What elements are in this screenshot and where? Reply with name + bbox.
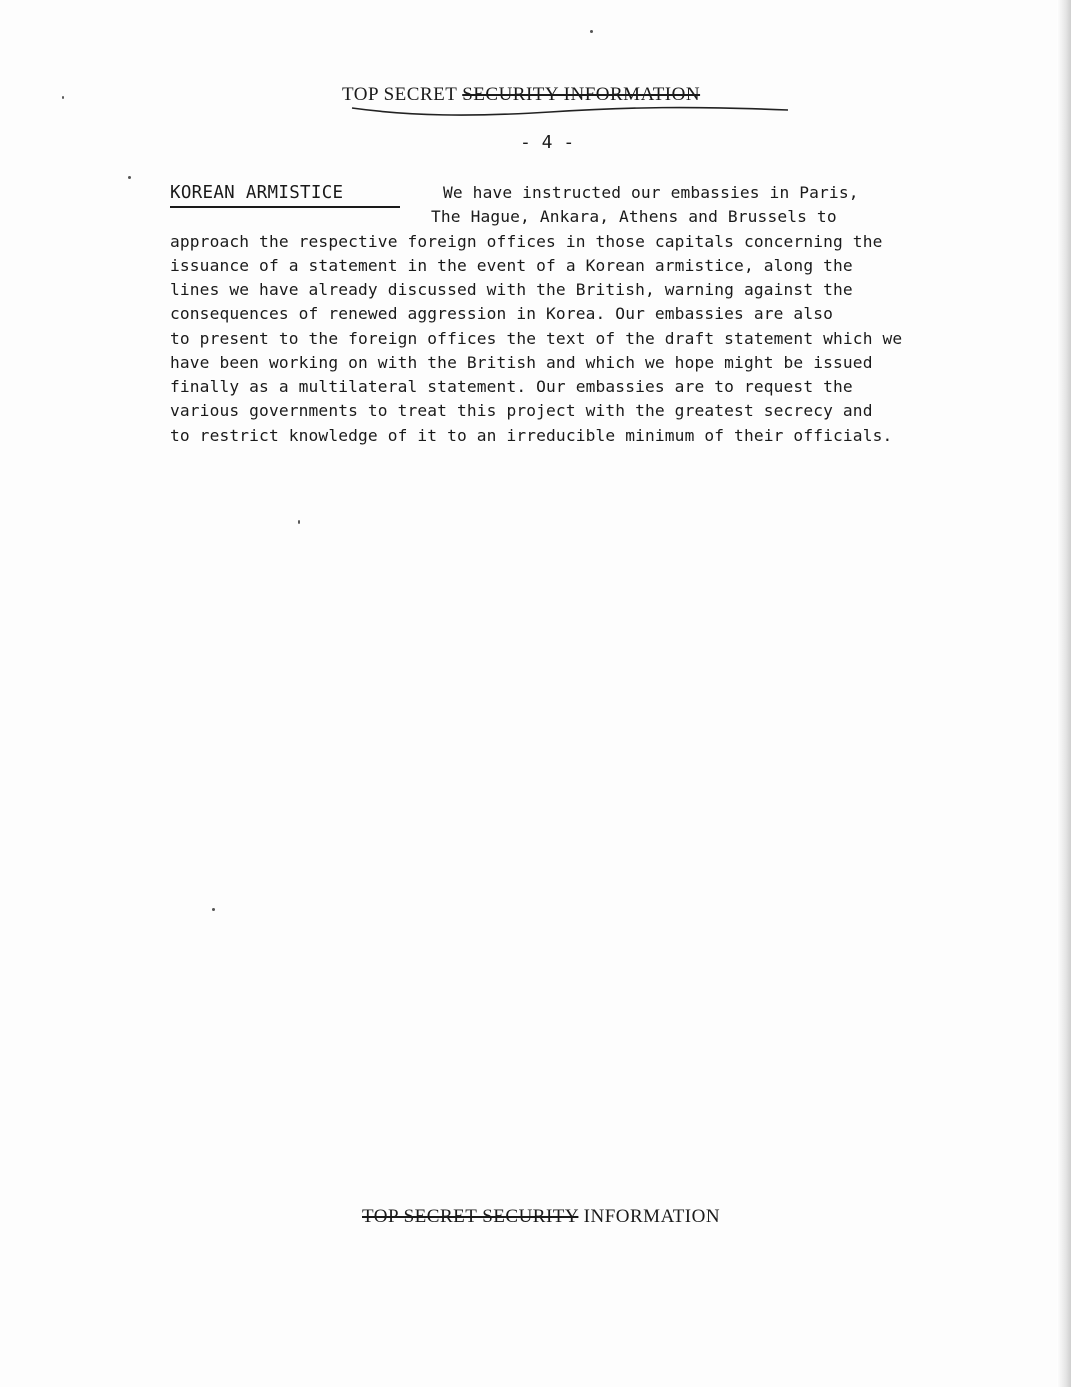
paper-speck [212,908,215,911]
body-line: finally as a multilateral statement. Our embassies are to request the [170,377,853,396]
header-classification-marking [342,84,700,106]
paper-speck [298,520,300,524]
section-heading-underline [170,206,400,208]
header-classification-struck: SECURITY INFORMATION [462,84,701,105]
body-line: to restrict knowledge of it to an irreducible minimum of their officials. [170,426,893,445]
header-handwritten-underline [350,104,790,118]
page-number: - 4 - [520,132,575,153]
body-line: consequences of renewed aggression in Korea. Our embassies are also [170,304,834,323]
paper-speck [62,96,64,99]
body-line: We have instructed our embassies in Paris, [443,183,859,202]
body-line: The Hague, Ankara, Athens and Brussels to [431,207,837,226]
body-line: to present to the foreign offices the text of the draft statement which we [170,329,903,348]
paper-speck [590,30,593,33]
section-heading: KOREAN ARMISTICE [170,183,344,203]
footer-classification-struck: TOP SECRET SECURITY [362,1206,579,1227]
header-classification-kept: TOP SECRET [342,84,457,105]
body-line: lines we have already discussed with the British, warning against the [170,280,853,299]
body-line: issuance of a statement in the event of a Korean armistice, along the [170,256,853,275]
body-line: approach the respective foreign offices in those capitals concerning the [170,232,883,251]
body-line: have been working on with the British and which we hope might be issued [170,353,873,372]
paper-speck [128,176,131,179]
body-line: various governments to treat this project with the greatest secrecy and [170,401,873,420]
footer-classification-kept: INFORMATION [583,1206,721,1227]
page-edge-shadow [1057,0,1071,1387]
footer-classification-marking [362,1206,720,1228]
